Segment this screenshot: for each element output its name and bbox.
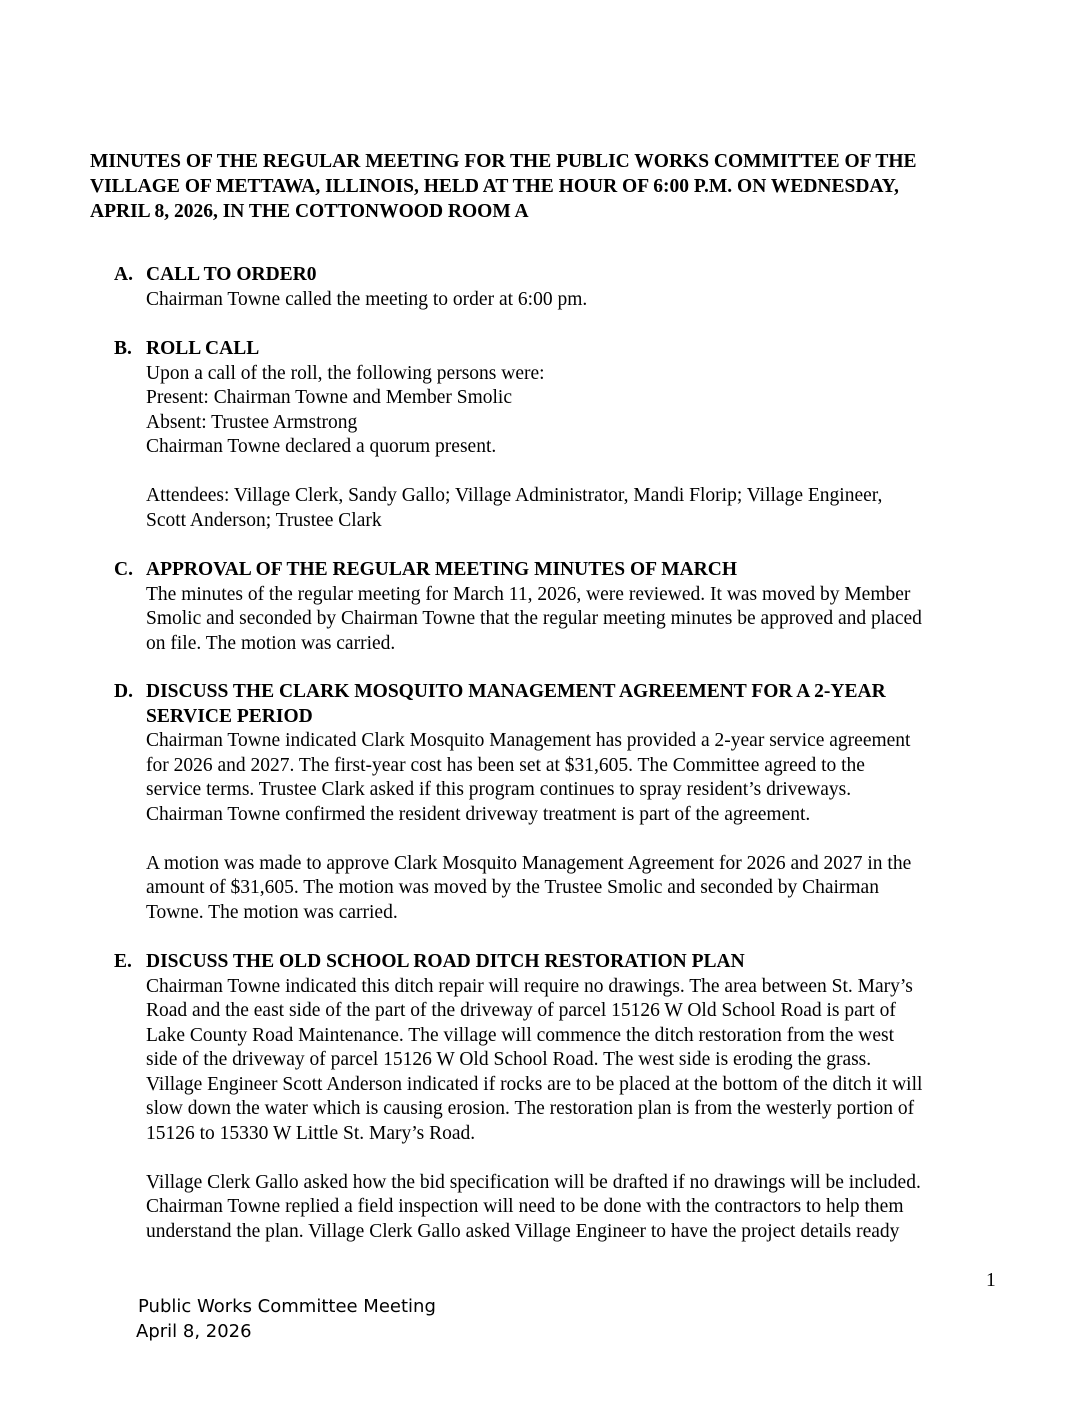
body-line: on file. The motion was carried. xyxy=(146,632,396,654)
section-mosquito-agreement xyxy=(114,680,1014,925)
section-approval-minutes xyxy=(114,558,1014,656)
body-line: Upon a call of the roll, the following persons were: xyxy=(146,362,545,384)
body-line: amount of $31,605. The motion was moved by the Trustee Smolic and seconded by Chairman xyxy=(146,877,879,898)
body-line: Chairman Towne indicated Clark Mosquito Management has provided a 2-year service agreement xyxy=(146,730,911,751)
section-body xyxy=(146,975,1014,1245)
heading-line: DISCUSS THE CLARK MOSQUITO MANAGEMENT AGREEMENT FOR A 2-YEAR xyxy=(146,681,886,702)
title-line: MINUTES OF THE REGULAR MEETING FOR THE PUBLIC WORKS COMMITTEE OF THE xyxy=(90,151,917,172)
body-line: understand the plan. Village Clerk Gallo asked Village Engineer to have the project details ready xyxy=(146,1220,900,1242)
heading-line: SERVICE PERIOD xyxy=(146,705,313,727)
section-body xyxy=(146,583,1014,657)
section-call-to-order xyxy=(114,263,1014,312)
body-line: Attendees: Village Clerk, Sandy Gallo; Village Administrator, Mandi Florip; Village Engineer, xyxy=(146,485,883,506)
heading-text: DISCUSS THE OLD SCHOOL ROAD DITCH RESTORATION PLAN xyxy=(146,951,745,972)
heading-text: CALL TO ORDER0 xyxy=(146,264,317,285)
section-letter: C. xyxy=(114,559,133,580)
section-body xyxy=(146,729,1014,925)
body-line: Chairman Towne confirmed the resident driveway treatment is part of the agreement. xyxy=(146,803,811,825)
section-heading xyxy=(114,680,1014,729)
body-line: The minutes of the regular meeting for March 11, 2026, were reviewed. It was moved by Member xyxy=(146,583,911,605)
section-roll-call xyxy=(114,337,1014,533)
footer-meeting-name: Public Works Committee Meeting xyxy=(138,1296,436,1317)
body-line: Chairman Towne declared a quorum present. xyxy=(146,436,497,457)
body-line: Present: Chairman Towne and Member Smolic xyxy=(146,387,512,408)
section-heading xyxy=(114,337,1014,362)
body-line: Absent: Trustee Armstrong xyxy=(146,411,358,433)
body-line: Road and the east side of the part of the driveway of parcel 15126 W Old School Road is part of xyxy=(146,1000,896,1021)
heading-text xyxy=(146,680,886,729)
body-line: Smolic and seconded by Chairman Towne that the regular meeting minutes be approved and placed xyxy=(146,608,922,629)
section-heading xyxy=(114,263,1014,288)
section-heading xyxy=(114,558,1014,583)
body-line: Chairman Towne called the meeting to order at 6:00 pm. xyxy=(146,288,588,310)
section-letter: A. xyxy=(114,264,133,285)
body-line: service terms. Trustee Clark asked if this program continues to spray resident’s driveways. xyxy=(146,779,852,800)
heading-text: APPROVAL OF THE REGULAR MEETING MINUTES OF MARCH xyxy=(146,559,738,580)
body-line: Village Clerk Gallo asked how the bid specification will be drafted if no drawings will be included. xyxy=(146,1171,921,1193)
body-line: for 2026 and 2027. The first-year cost has been set at $31,605. The Committee agreed to the xyxy=(146,754,865,776)
page-number: 1 xyxy=(986,1270,996,1291)
title-line: VILLAGE OF METTAWA, ILLINOIS, HELD AT THE HOUR OF 6:00 P.M. ON WEDNESDAY, xyxy=(90,176,899,197)
body-line: Scott Anderson; Trustee Clark xyxy=(146,509,382,531)
section-heading xyxy=(114,950,1014,975)
body-line: Towne. The motion was carried. xyxy=(146,901,398,923)
section-letter: D. xyxy=(114,681,133,702)
body-line: side of the driveway of parcel 15126 W Old School Road. The west side is eroding the grass. xyxy=(146,1049,872,1070)
document-title xyxy=(90,149,1010,224)
body-line: Lake County Road Maintenance. The village will commence the ditch restoration from the west xyxy=(146,1024,894,1046)
body-line: Village Engineer Scott Anderson indicated if rocks are to be placed at the bottom of the ditch it will xyxy=(146,1073,923,1095)
section-body xyxy=(146,362,1014,534)
body-line: slow down the water which is causing erosion. The restoration plan is from the westerly portion of xyxy=(146,1098,915,1119)
footer-meeting-date: April 8, 2026 xyxy=(136,1321,252,1342)
section-letter: B. xyxy=(114,338,132,359)
body-line: A motion was made to approve Clark Mosquito Management Agreement for 2026 and 2027 in the xyxy=(146,852,912,874)
section-letter: E. xyxy=(114,951,132,972)
heading-text: ROLL CALL xyxy=(146,338,260,359)
body-line: Chairman Towne replied a field inspection will need to be done with the contractors to help them xyxy=(146,1196,904,1217)
section-ditch-restoration xyxy=(114,950,1014,1244)
body-line: Chairman Towne indicated this ditch repair will require no drawings. The area between St. Mary’s xyxy=(146,975,913,997)
section-body xyxy=(146,288,1014,313)
body-line: 15126 to 15330 W Little St. Mary’s Road. xyxy=(146,1122,476,1144)
title-line: APRIL 8, 2026, IN THE COTTONWOOD ROOM A xyxy=(90,201,529,222)
